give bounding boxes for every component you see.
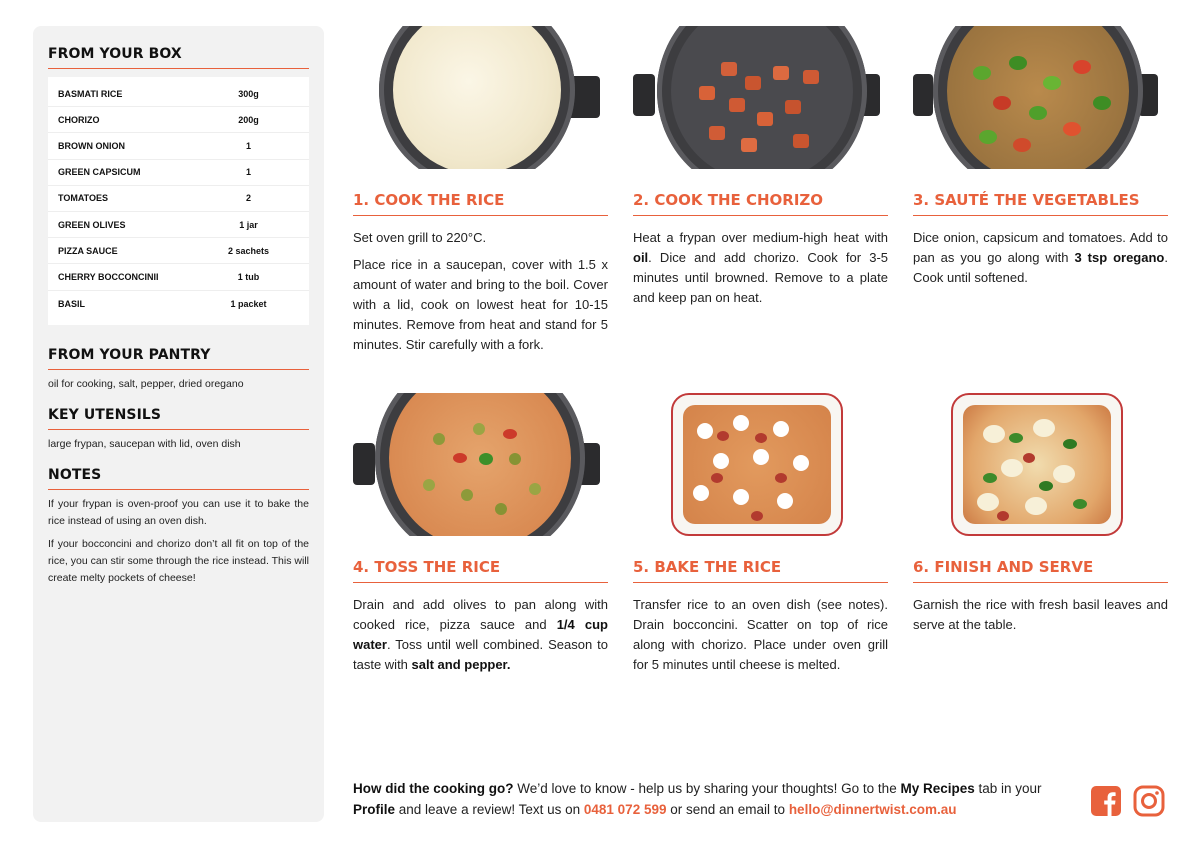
tossed-rice-frypan-image <box>353 393 608 536</box>
text-run: My Recipes <box>900 781 975 796</box>
rice-saucepan-image <box>353 26 608 169</box>
key-utensils-heading: KEY UTENSILS <box>48 407 309 430</box>
utensils-section <box>48 407 309 453</box>
from-your-pantry-heading: FROM YOUR PANTRY <box>48 347 309 370</box>
step-paragraph <box>633 228 888 308</box>
chorizo-frypan-image <box>633 26 888 169</box>
step-body <box>633 228 888 308</box>
ingredient-row <box>48 133 309 159</box>
step-body <box>913 595 1168 635</box>
step-4 <box>353 393 608 682</box>
note-paragraph: If your bocconcini and chorizo don’t all fit on top of the rice, you can stir some through the rice instead. This will create melty pockets of cheese! <box>48 537 309 584</box>
ingredient-name: GREEN OLIVES <box>58 219 126 230</box>
text-run: 1/4 cup water <box>353 617 608 652</box>
ingredient-quantity: 2 <box>245 193 251 204</box>
ingredient-row <box>48 238 309 264</box>
step-body <box>353 595 608 675</box>
vegetables-frypan-image <box>913 26 1168 169</box>
step-title: 5. BAKE THE RICE <box>633 558 888 583</box>
notes-section <box>48 467 309 587</box>
text-run: Heat a frypan over medium-high heat with <box>633 230 888 245</box>
ingredient-row <box>48 107 309 133</box>
ingredient-quantity: 2 sachets <box>227 245 270 256</box>
step-paragraph <box>353 595 608 675</box>
baked-dish-basil-image <box>913 393 1168 536</box>
notes-heading: NOTES <box>48 467 309 490</box>
facebook-icon <box>1090 785 1122 817</box>
facebook-link[interactable] <box>1090 785 1122 817</box>
ingredient-row <box>48 212 309 238</box>
ingredient-name: BASMATI RICE <box>58 88 123 99</box>
ingredient-row <box>48 160 309 186</box>
text-run: or send an email to <box>666 802 789 817</box>
ingredient-name: CHERRY BOCCONCINII <box>58 271 159 282</box>
text-run: Dice onion, capsicum and tomatoes. Add to pan as you go along with <box>913 230 1168 265</box>
ingredient-name: CHORIZO <box>58 114 100 125</box>
text-run: 3 tsp oregano <box>1074 250 1165 265</box>
step-3 <box>913 26 1168 295</box>
text-run: Place rice in a saucepan, cover with 1.5 x amount of water and bring to the boil. Cover with a lid, cook on lowest heat for 10-15 minutes. Remove from heat and stand for 5 minutes. Stir carefully with a fork. <box>353 257 608 352</box>
step-paragraph <box>353 255 608 355</box>
step-title: 4. TOSS THE RICE <box>353 558 608 583</box>
text-run: salt and pepper. <box>411 657 511 672</box>
text-run: oil <box>633 250 649 265</box>
contact-link[interactable]: hello@dinnertwist.com.au <box>788 802 957 817</box>
step-title: 2. COOK THE CHORIZO <box>633 191 888 216</box>
step-1 <box>353 26 608 362</box>
text-run: We’d love to know - help us by sharing your thoughts! Go to the <box>513 781 901 796</box>
text-run: Garnish the rice with fresh basil leaves and serve at the table. <box>913 597 1168 632</box>
text-run: tab in your <box>974 781 1042 796</box>
ingredient-name: BASIL <box>58 298 85 309</box>
ingredients-table <box>48 77 309 325</box>
step-body <box>353 228 608 355</box>
step-2 <box>633 26 888 315</box>
text-run: Profile <box>353 802 396 817</box>
text-run: . Cook until softened. <box>913 250 1168 285</box>
step-paragraph <box>353 228 608 248</box>
ingredient-quantity: 300g <box>238 88 259 99</box>
ingredient-name: BROWN ONION <box>58 140 125 151</box>
step-5 <box>633 393 888 682</box>
sidebar <box>33 26 324 822</box>
text-run: . Dice and add chorizo. Cook for 3-5 minutes until browned. Remove to a plate and keep pan on heat. <box>633 250 888 305</box>
text-run: Drain and add olives to pan along with cooked rice, pizza sauce and <box>353 597 608 632</box>
ingredient-quantity: 1 jar <box>239 219 258 230</box>
ingredient-quantity: 1 tub <box>237 271 260 282</box>
contact-link[interactable]: 0481 072 599 <box>583 802 667 817</box>
text-run: . Toss until well combined. Season to taste with <box>353 637 608 672</box>
ingredient-row <box>48 186 309 212</box>
step-6 <box>913 393 1168 642</box>
text-run: How did the cooking go? <box>353 781 514 796</box>
ingredient-quantity: 200g <box>238 114 259 125</box>
ingredient-quantity: 1 packet <box>230 298 267 309</box>
instagram-icon <box>1133 785 1165 817</box>
note-paragraph: If your frypan is oven-proof you can use it to bake the rice instead of using an oven dish. <box>48 497 309 527</box>
utensils-text: large frypan, saucepan with lid, oven dish <box>48 437 241 450</box>
ingredient-row <box>48 81 309 107</box>
ingredient-quantity: 1 <box>245 167 251 178</box>
ingredient-quantity: 1 <box>245 140 251 151</box>
step-paragraph <box>633 595 888 675</box>
pantry-text: oil for cooking, salt, pepper, dried oregano <box>48 377 244 390</box>
step-title: 1. COOK THE RICE <box>353 191 608 216</box>
step-title: 3. SAUTÉ THE VEGETABLES <box>913 191 1168 216</box>
ingredient-row <box>48 291 309 317</box>
review-footer-text <box>353 778 1073 820</box>
step-paragraph <box>913 595 1168 635</box>
oven-dish-bocconcini-image <box>633 393 888 536</box>
pantry-section <box>48 347 309 393</box>
step-title: 6. FINISH AND SERVE <box>913 558 1168 583</box>
ingredient-name: TOMATOES <box>58 193 109 204</box>
step-paragraph <box>913 228 1168 288</box>
instagram-link[interactable] <box>1133 785 1165 817</box>
text-run: Transfer rice to an oven dish (see notes). Drain bocconcini. Scatter on top of rice along with chorizo. Place under oven grill for 5 minutes until cheese is melted. <box>633 597 888 672</box>
from-your-box-heading: FROM YOUR BOX <box>48 46 309 69</box>
ingredient-name: GREEN CAPSICUM <box>58 167 141 178</box>
step-body <box>913 228 1168 288</box>
step-body <box>633 595 888 675</box>
ingredient-name: PIZZA SAUCE <box>58 245 118 256</box>
text-run: Set oven grill to 220°C. <box>353 230 487 245</box>
text-run: and leave a review! Text us on <box>395 802 584 817</box>
ingredient-row <box>48 264 309 290</box>
